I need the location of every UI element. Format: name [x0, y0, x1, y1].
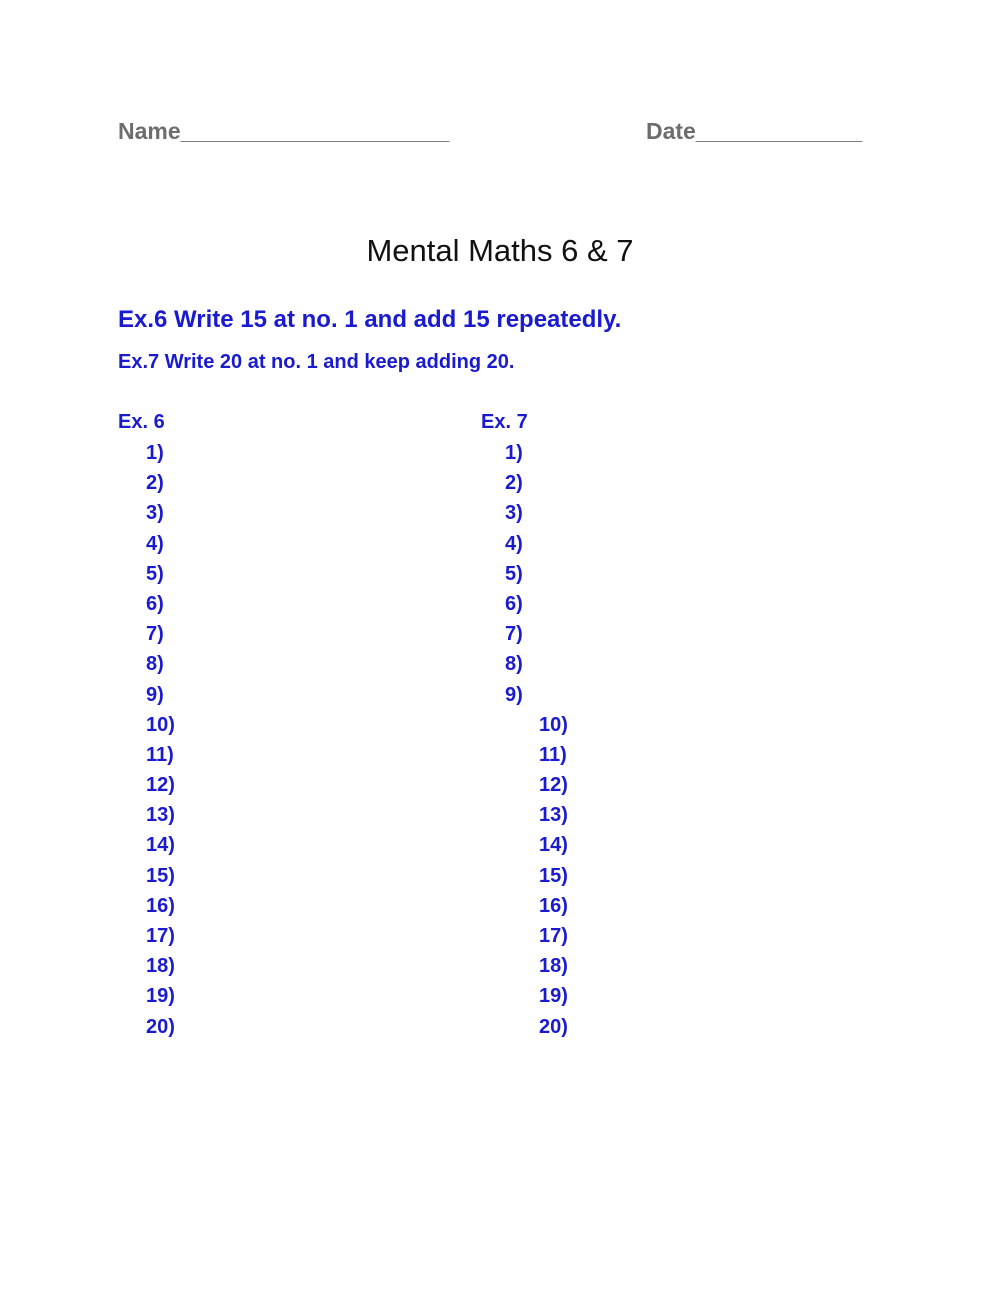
- list-item: 4): [146, 532, 164, 555]
- list-item: 18): [146, 955, 175, 978]
- list-item: 7): [505, 623, 523, 646]
- list-item: 6): [146, 592, 164, 615]
- list-item: 8): [146, 653, 164, 676]
- list-item: 2): [146, 472, 164, 495]
- list-item: 13): [539, 804, 568, 827]
- list-item: 20): [146, 1015, 175, 1038]
- list-item: 6): [505, 592, 523, 615]
- instruction-ex6: Ex.6 Write 15 at no. 1 and add 15 repeatedly.: [118, 306, 622, 333]
- list-item: 10): [146, 713, 175, 736]
- list-item: 3): [146, 502, 164, 525]
- list-item: 16): [146, 894, 175, 917]
- list-item: 20): [539, 1015, 568, 1038]
- list-item: 12): [539, 774, 568, 797]
- list-item: 14): [146, 834, 175, 857]
- list-item: 7): [146, 623, 164, 646]
- list-item: 5): [505, 562, 523, 585]
- list-item: 1): [146, 442, 164, 464]
- list-item: 14): [539, 834, 568, 857]
- list-item: 3): [505, 502, 523, 525]
- list-item: 18): [539, 955, 568, 978]
- list-item: 4): [505, 532, 523, 555]
- answer-list-ex6: [146, 438, 175, 1042]
- column-heading-ex6: Ex. 6: [118, 411, 165, 433]
- list-item: 16): [539, 894, 568, 917]
- list-item: 8): [505, 653, 523, 676]
- list-item: 19): [146, 985, 175, 1008]
- list-item: 17): [146, 925, 175, 947]
- list-item: 11): [539, 743, 567, 766]
- list-item: 1): [505, 442, 523, 464]
- page-title: Mental Maths 6 & 7: [366, 233, 634, 268]
- list-item: 15): [539, 864, 568, 887]
- list-item: 9): [505, 683, 523, 706]
- list-item: 5): [146, 562, 164, 585]
- instruction-ex7: Ex.7 Write 20 at no. 1 and keep adding 20.: [118, 351, 515, 373]
- date-field-label: Date_____________: [646, 118, 863, 144]
- answer-list-ex7: [505, 438, 568, 1042]
- name-field-label: Name_____________________: [118, 118, 450, 144]
- list-item: 15): [146, 864, 175, 887]
- list-item: 17): [539, 925, 568, 947]
- list-item: 12): [146, 774, 175, 797]
- list-item: 10): [539, 713, 568, 736]
- list-item: 2): [505, 472, 523, 495]
- list-item: 13): [146, 804, 175, 827]
- column-heading-ex7: Ex. 7: [481, 411, 528, 433]
- list-item: 11): [146, 743, 174, 766]
- list-item: 9): [146, 683, 164, 706]
- list-item: 19): [539, 985, 568, 1008]
